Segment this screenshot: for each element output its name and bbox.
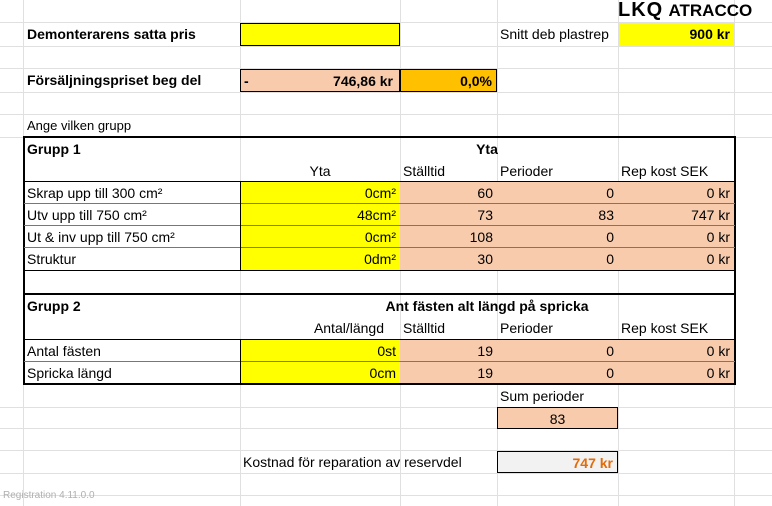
divider <box>24 293 735 295</box>
divider <box>24 339 735 340</box>
snitt-value: 900 kr <box>619 23 734 46</box>
group2-col-stalltid: Ställtid <box>403 320 446 336</box>
rep-value: 0 kr <box>618 340 734 362</box>
perioder-value: 83 <box>497 204 618 226</box>
yta-input[interactable]: 0cm² <box>240 182 400 204</box>
sum-perioder-value: 83 <box>497 407 618 429</box>
perioder-value: 0 <box>497 226 618 248</box>
divider <box>24 181 735 182</box>
group2-col-rep: Rep kost SEK <box>621 320 709 336</box>
row-label: Utv upp till 750 cm² <box>27 207 147 223</box>
ange-grupp-label: Ange vilken grupp <box>27 118 132 133</box>
fors-dash: - <box>244 73 249 89</box>
group1-col-rep: Rep kost SEK <box>621 163 709 179</box>
stalltid-value: 108 <box>400 226 497 248</box>
logo-atracco: ATRACCO <box>668 1 753 20</box>
perioder-value: 0 <box>497 340 618 362</box>
rep-value: 747 kr <box>618 204 734 226</box>
divider <box>240 340 241 384</box>
group1-col-perioder: Perioder <box>500 163 553 179</box>
brand-logo <box>618 0 752 22</box>
row-label: Skrap upp till 300 cm² <box>27 185 163 201</box>
fors-price-cell <box>240 69 400 92</box>
perioder-value: 0 <box>497 248 618 270</box>
demont-price-input[interactable] <box>240 23 400 46</box>
perioder-value: 0 <box>497 362 618 384</box>
divider <box>24 361 735 362</box>
fors-label: Försäljningspriset beg del <box>27 72 202 88</box>
kostnad-label: Kostnad för reparation av reservdel <box>243 454 462 470</box>
group1-section-title: Yta <box>476 141 498 157</box>
stalltid-value: 30 <box>400 248 497 270</box>
group1-col-stalltid: Ställtid <box>403 163 446 179</box>
snitt-label: Snitt deb plastrep <box>500 26 609 42</box>
row-label: Struktur <box>27 251 77 267</box>
stalltid-value: 19 <box>400 340 497 362</box>
rep-value: 0 kr <box>618 226 734 248</box>
langd-input[interactable]: 0cm <box>240 362 400 384</box>
perioder-value: 0 <box>497 182 618 204</box>
group2-col-perioder: Perioder <box>500 320 553 336</box>
demont-label: Demonterarens satta pris <box>27 26 196 42</box>
logo-lkq: LKQ <box>618 0 664 21</box>
fors-percent: 0,0% <box>400 69 497 92</box>
sum-perioder-label: Sum perioder <box>500 388 585 404</box>
row-label: Spricka längd <box>27 365 112 381</box>
kostnad-value: 747 kr <box>497 451 618 473</box>
group2-title: Grupp 2 <box>27 298 81 314</box>
version-status: Registration 4.11.0.0 <box>3 490 95 501</box>
yta-input[interactable]: 0dm² <box>240 248 400 270</box>
group2-section-title: Ant fästen alt längd på spricka <box>385 298 589 314</box>
stalltid-value: 19 <box>400 362 497 384</box>
divider <box>240 182 241 270</box>
yta-input[interactable]: 0cm² <box>240 226 400 248</box>
row-label: Antal fästen <box>27 343 101 359</box>
rep-value: 0 kr <box>618 248 734 270</box>
divider <box>24 225 735 226</box>
group1-title: Grupp 1 <box>27 141 81 157</box>
divider <box>24 203 735 204</box>
antal-input[interactable]: 0st <box>240 340 400 362</box>
divider <box>24 247 735 248</box>
divider <box>24 270 735 271</box>
stalltid-value: 60 <box>400 182 497 204</box>
yta-input[interactable]: 48cm² <box>240 204 400 226</box>
rep-value: 0 kr <box>618 182 734 204</box>
row-label: Ut & inv upp till 750 cm² <box>27 229 175 245</box>
group1-col-yta: Yta <box>309 163 331 179</box>
rep-value: 0 kr <box>618 362 734 384</box>
stalltid-value: 73 <box>400 204 497 226</box>
fors-value: 746,86 kr <box>333 73 393 89</box>
group2-col-antal: Antal/längd <box>313 320 384 336</box>
